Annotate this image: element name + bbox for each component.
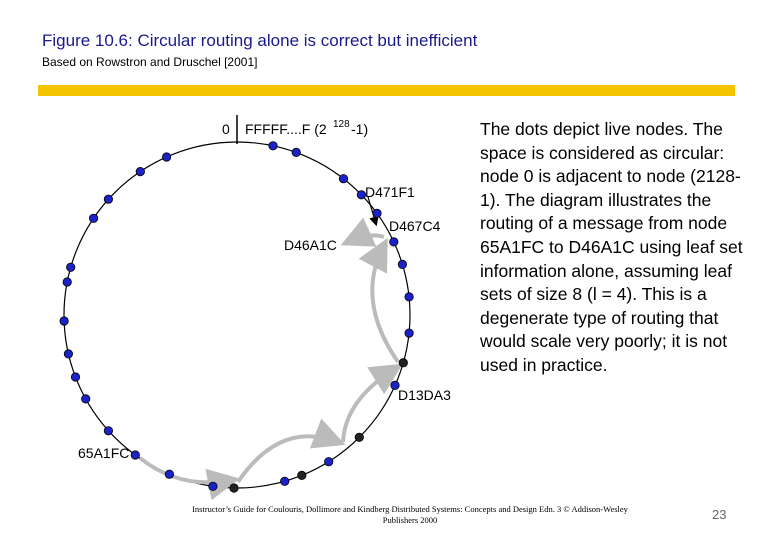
max-id-label: FFFFF....F (2 [245,121,327,137]
max-id-tail: -1) [351,121,369,137]
footer-credit: Instructor’s Guide for Coulouris, Dollimore and Kindberg Distributed Systems: Concepts and Design Edn. 3 © Addison-Wesley Publishers 2000 [192,504,628,525]
live-node [165,470,173,478]
live-node [82,395,90,403]
route-node [298,471,306,479]
route-hop-3 [343,368,396,442]
live-node [89,214,97,222]
node-label-d46a1c: D46A1C [284,237,337,253]
route-node [355,433,363,441]
node-label-d13da3: D13DA3 [398,387,451,403]
live-node [281,477,289,485]
live-node [162,153,170,161]
live-node [131,451,139,459]
live-node [398,260,406,268]
slide-subtitle: Based on Rowstron and Druschel [2001] [42,55,258,69]
live-node [136,167,144,175]
live-node [209,482,217,490]
page-number: 23 [712,507,727,522]
live-node [339,175,347,183]
max-id-exponent: 128 [333,119,350,130]
zero-label: 0 [222,121,230,137]
route-node [399,359,407,367]
live-node [64,350,72,358]
slide-title: Figure 10.6: Circular routing alone is correct but inefficient [42,31,478,50]
live-node [67,263,75,271]
routing-arrows [140,235,398,482]
live-node [373,209,381,217]
node-label-d467c4: D467C4 [389,218,441,234]
live-node [390,238,398,246]
node-label-d471f1: D471F1 [365,184,415,200]
description-text: The dots depict live nodes. The space is considered as circular: node 0 is adjacent to node (2128-1). The diagram illustrates the routing of a message from node 65A1FC to D46A1C using leaf set information alone, assuming leaf sets of size 8 (l = 4). This is a degenerate type of routing that would scale very poorly; it is not used in practice. [480,119,743,375]
node-label-65a1fc: 65A1FC [78,445,130,461]
live-node [325,458,333,466]
route-hop-4 [372,245,398,362]
live-node [292,148,300,156]
route-hop-5 [348,235,384,242]
live-node [71,373,79,381]
route-node [230,484,238,492]
route-hop-2 [238,436,338,482]
live-node [104,195,112,203]
live-node [104,427,112,435]
live-node [405,329,413,337]
live-node [60,317,68,325]
live-node [63,278,71,286]
live-node [269,142,277,150]
live-node [405,293,413,301]
route-hop-1 [140,458,232,482]
